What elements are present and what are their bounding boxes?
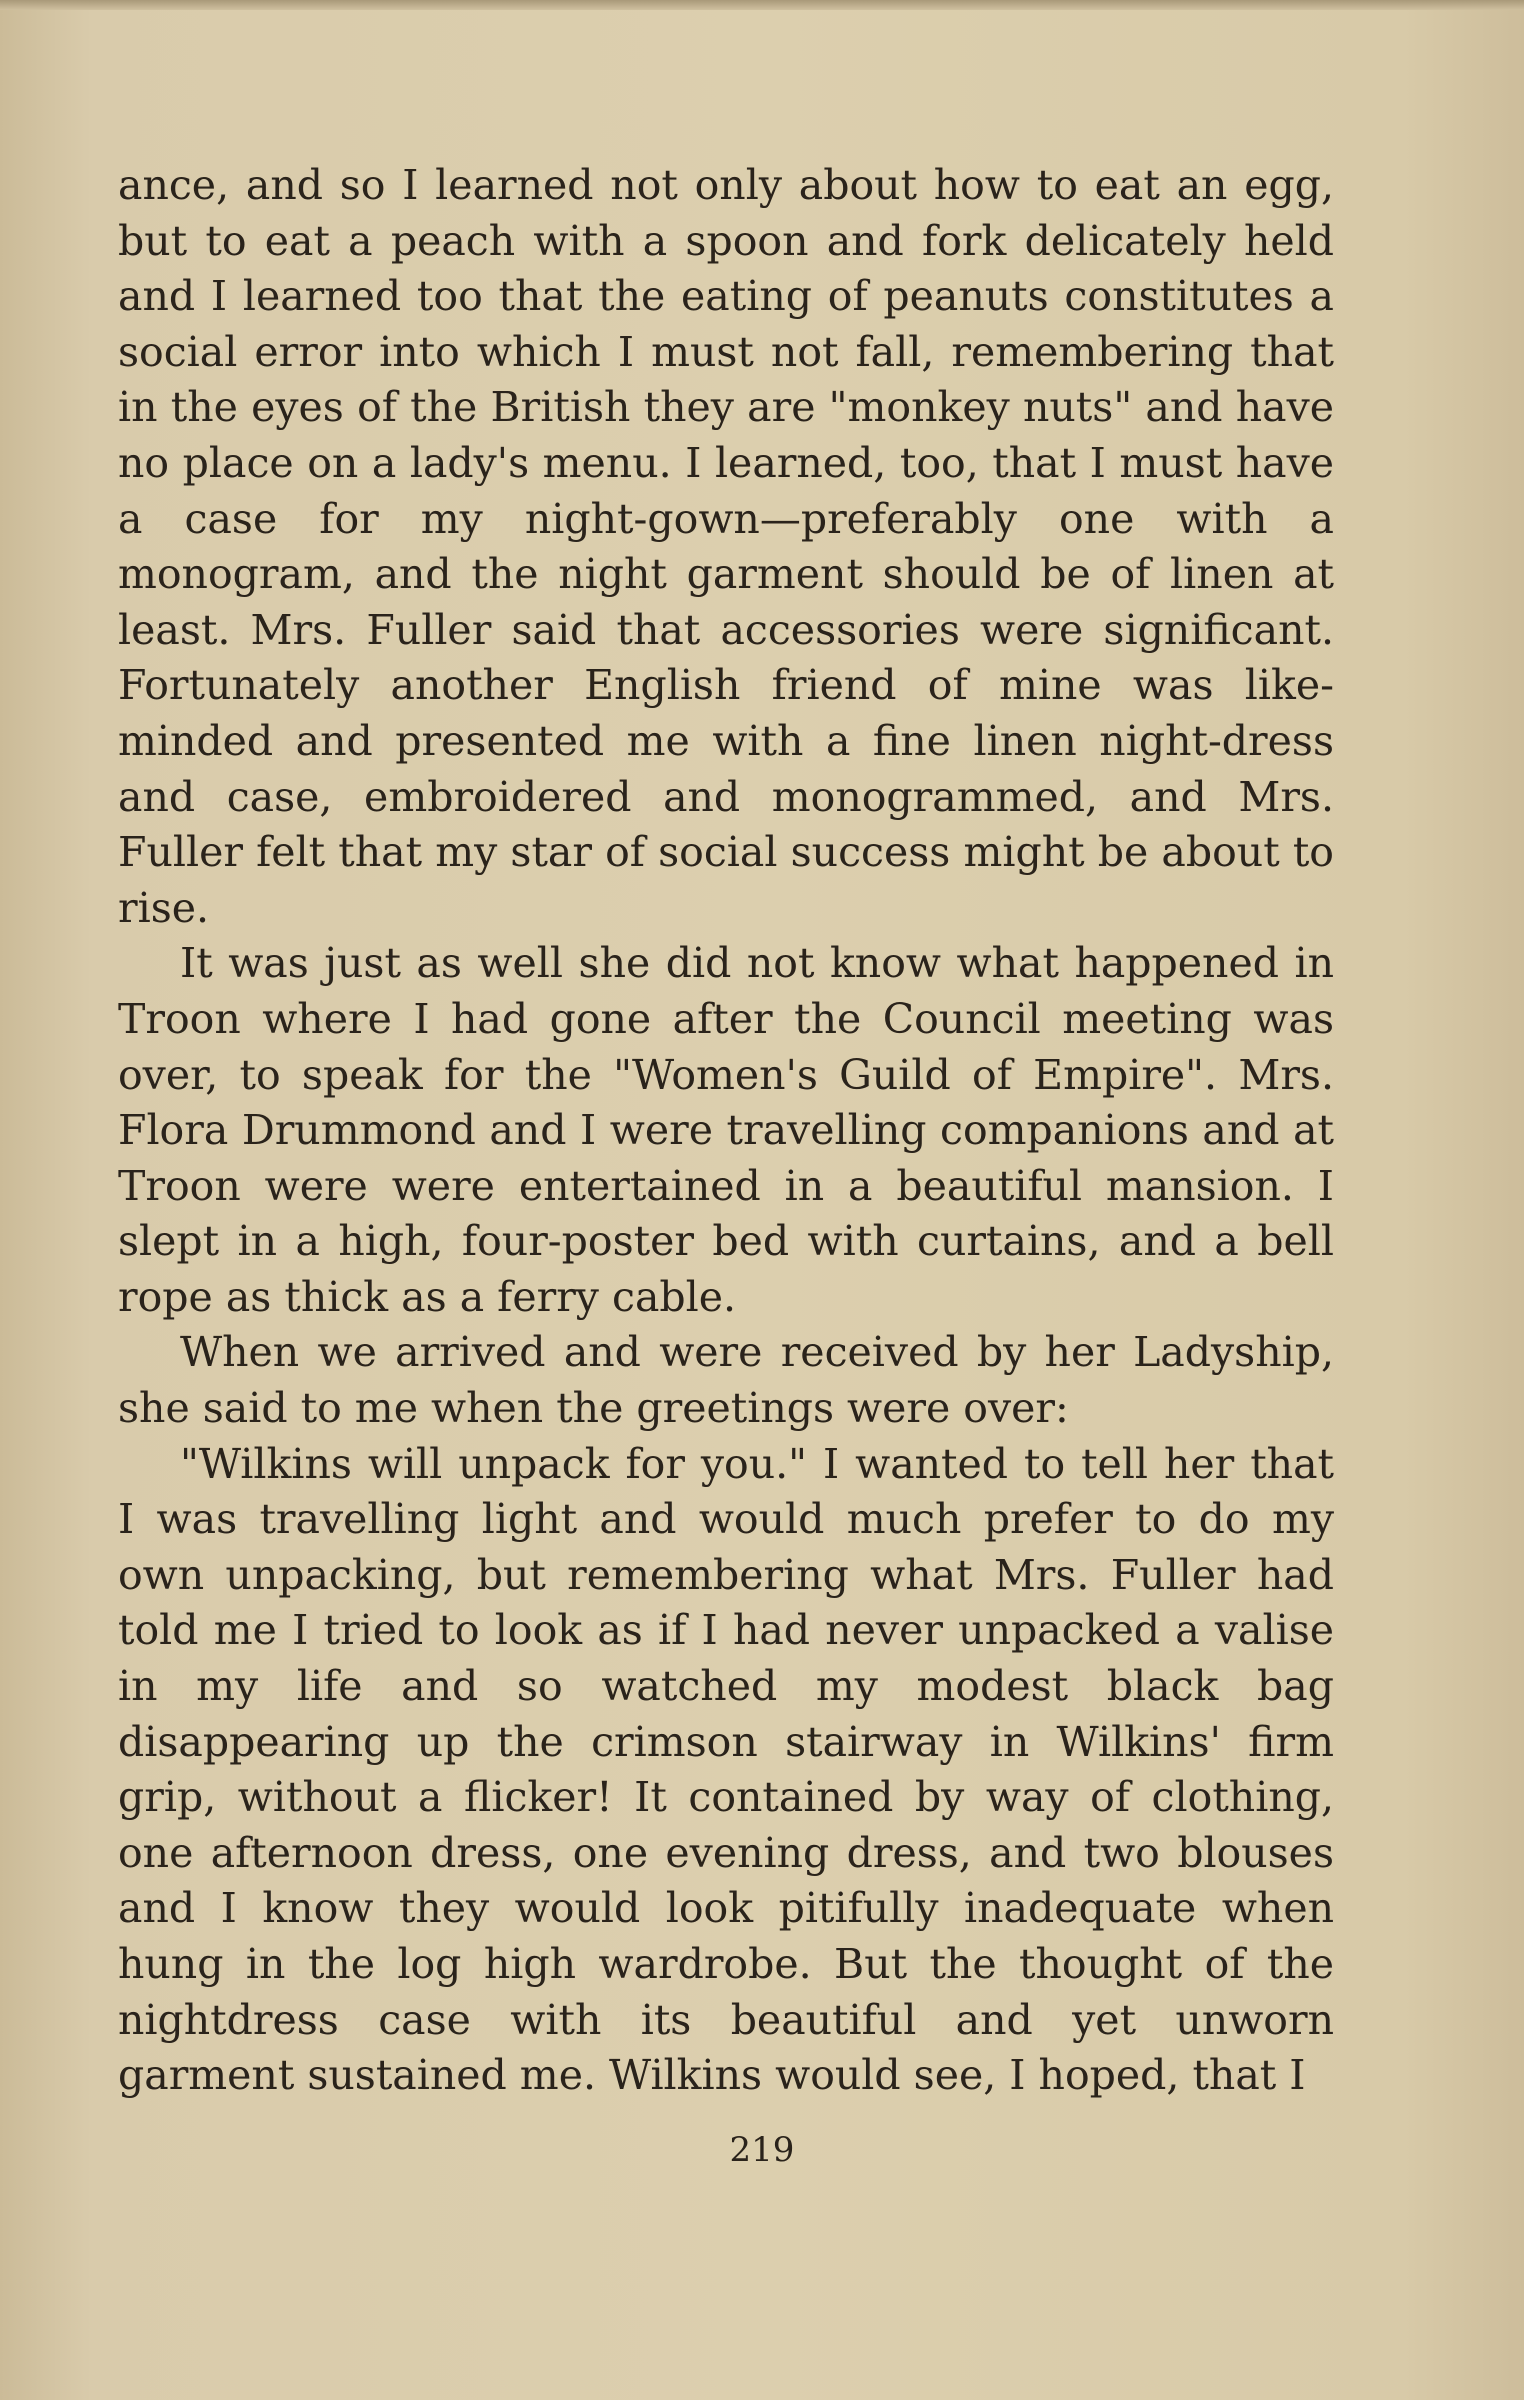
paragraph-4: "Wilkins will unpack for you." I wanted to tell her that I was travelling light and would much prefer to do my own unpacking, but remembering what Mrs. Fuller had told me I tried to look as if I had never unpacked a valise in my life and so watched my modest black bag disappearing up the crimson stairway in Wilkins' firm grip, without a flicker! It contained by way of clothing, one afternoon dress, one evening dress, and two blouses and I know they would look pitifully inadequate when hung in the log high wardrobe. But the thought of the nightdress case with its beautiful and yet unworn garment sustained me. Wilkins would see, I hoped, that I: [118, 1439, 1334, 2100]
paragraph-2: It was just as well she did not know what happened in Troon where I had gone after the Council meeting was over, to speak for the "Women's Guild of Empire". Mrs. Flora Drummond and I were travelling companions and at Troon were were entertained in a beautiful mansion. I slept in a high, four-poster bed with curtains, and a bell rope as thick as a ferry cable.: [118, 939, 1334, 1321]
page-top-edge: [0, 0, 1524, 10]
paragraph-1: ance, and so I learned not only about how to eat an egg, but to eat a peach with a spoon and fork delicately held and I learned too that the eating of peanuts constitutes a social error into which I must not fall, remembering that in the eyes of the British they are "monkey nuts" and have no place on a lady's menu. I learned, too, that I must have a case for my night-gown—preferably one with a monogram, and the night garment should be of linen at least. Mrs. Fuller said that accessories were significant. Fortunately another English friend of mine was like-minded and presented me with a fine linen night-dress and case, embroidered and monogrammed, and Mrs. Fuller felt that my star of social success might be about to rise.: [118, 161, 1334, 932]
page-number: 219: [729, 2130, 795, 2170]
body-text: [118, 158, 1334, 2104]
paragraph-3: When we arrived and were received by her Ladyship, she said to me when the greetings were over:: [118, 1328, 1334, 1433]
